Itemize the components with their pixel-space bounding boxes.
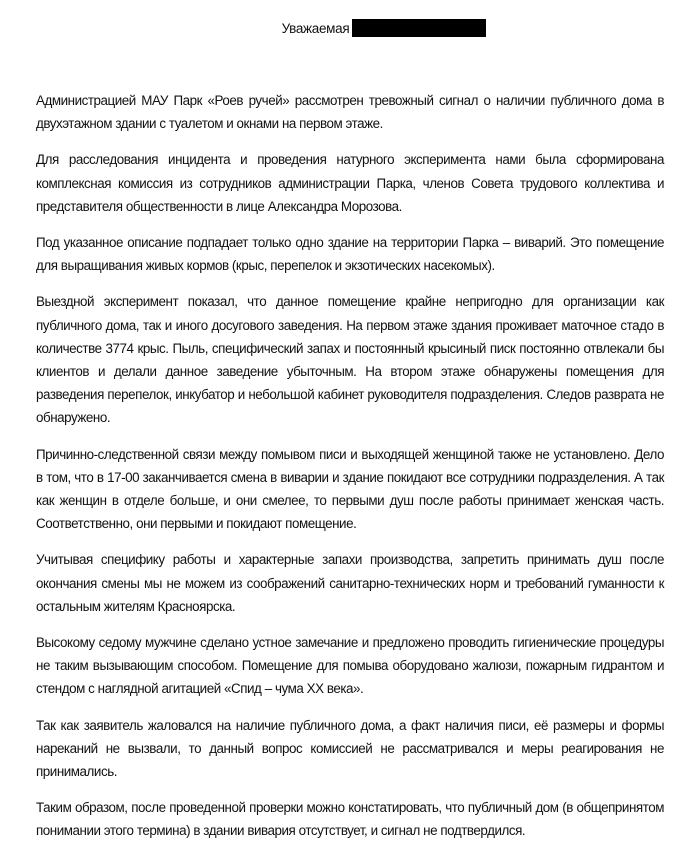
paragraph-1: Администрацией МАУ Парк «Роев ручей» рассмотрен тревожный сигнал о наличии публичного дома в двухэтажном здании с туалетом и окнами на первом этаже. [36, 93, 664, 132]
paragraph-3: Под указанное описание подпадает только одно здание на территории Парка – виварий. Это помещение для выращивания живых кормов (крыс, перепелок и экзотических насекомых). [36, 235, 664, 274]
paragraph-4: Выездной эксперимент показал, что данное помещение крайне непригодно для организации как публичного дома, так и иного досугового заведения. На первом этаже здания проживает маточное стадо в количестве 3774 крыс. Пыль, специфический запах и постоянный крысиный писк постоянно отвлекали бы клиентов и делали данное заведение убыточным. На втором этаже обнаружены помещения для разведения перепелок, инкубатор и небольшой кабинет руководителя подразделения. Следов разврата не обнаружено. [36, 294, 664, 426]
letter-body [36, 89, 664, 843]
paragraph-5: Причинно-следственной связи между помывом писи и выходящей женщиной также не установлено. Дело в том, что в 17-00 заканчивается смена в виварии и здание покидают все сотрудники подразделения. А так как женщин в отделе больше, и они смелее, то первыми душ после работы принимает женская часть. Соответственно, они первыми и покидают помещение. [36, 446, 664, 532]
paragraph-9: Таким образом, после проведенной проверки можно констатировать, что публичный дом (в общепринятом понимании этого термина) в здании вивария отсутствует, и сигнал не подтвердился. [36, 800, 664, 839]
greeting-text: Уважаемая [281, 21, 350, 36]
greeting-line [0, 19, 700, 38]
redacted-recipient-name [352, 19, 486, 37]
paragraph-6: Учитывая специфику работы и характерные запахи производства, запретить принимать душ после окончания смены мы не можем из соображений санитарно-технических норм и требований гуманности к остальным жителям Красноярска. [36, 552, 664, 614]
paragraph-7: Высокому седому мужчине сделано устное замечание и предложено проводить гигиенические процедуры не таким вызывающим способом. Помещение для помыва оборудовано жалюзи, пожарным гидрантом и стендом с наглядной агитацией «Спид – чума XX века». [36, 635, 664, 697]
paragraph-8: Так как заявитель жаловался на наличие публичного дома, а факт наличия писи, её размеры и формы нареканий не вызвали, то данный вопрос комиссией не рассматривался и меры реагирования не принимались. [36, 717, 664, 780]
greeting-wrap [282, 19, 487, 38]
paragraph-2: Для расследования инцидента и проведения натурного эксперимента нами была сформирована комплексная комиссия из сотрудников администрации Парка, членов Совета трудового коллектива и представителя общественности в лице Александра Морозова. [36, 152, 664, 214]
